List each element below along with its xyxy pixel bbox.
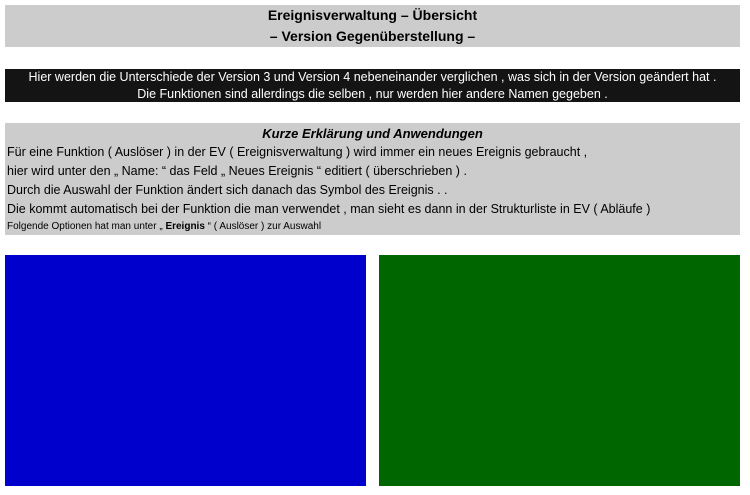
explanation-heading: Kurze Erklärung und Anwendungen xyxy=(262,126,483,141)
version-4-panel xyxy=(379,255,740,486)
explanation-line-5-keyword: Ereignis xyxy=(165,221,205,232)
explanation-line-3: Durch die Auswahl der Funktion ändert sich danach das Symbol des Ereignis . . xyxy=(7,183,448,197)
explanation-line-2: hier wird unter den „ Name: “ das Feld „ Neues Ereignis “ editiert ( überschrieben ) . xyxy=(7,164,467,178)
version-3-panel xyxy=(5,255,366,486)
explanation-line-5 xyxy=(5,219,740,235)
explanation-line-1: Für eine Funktion ( Auslöser ) in der EV ( Ereignisverwaltung ) wird immer ein neues Ereignis gebraucht , xyxy=(7,145,588,159)
explanation-box xyxy=(5,123,740,235)
explanation-line-5-suffix: “ ( Auslöser ) zur Auswahl xyxy=(204,221,322,232)
title-box xyxy=(5,5,740,47)
page-subtitle: – Version Gegenüberstellung – xyxy=(269,28,476,44)
info-text-line-2: Die Funktionen sind allerdings die selben , nur werden hier andere Namen gegeben . xyxy=(137,87,608,101)
explanation-line-4: Die kommt automatisch bei der Funktion die man verwendet , man sieht es dann in der Strukturliste in EV ( Abläufe ) xyxy=(7,202,651,216)
page-title: Ereignisverwaltung – Übersicht xyxy=(267,7,478,23)
info-text-line-1: Hier werden die Unterschiede der Version 3 und Version 4 nebeneinander verglichen , was sich in der Version geändert hat . xyxy=(28,70,717,84)
explanation-line-5-prefix: Folgende Optionen hat man unter „ xyxy=(7,221,166,232)
info-banner xyxy=(5,69,740,102)
